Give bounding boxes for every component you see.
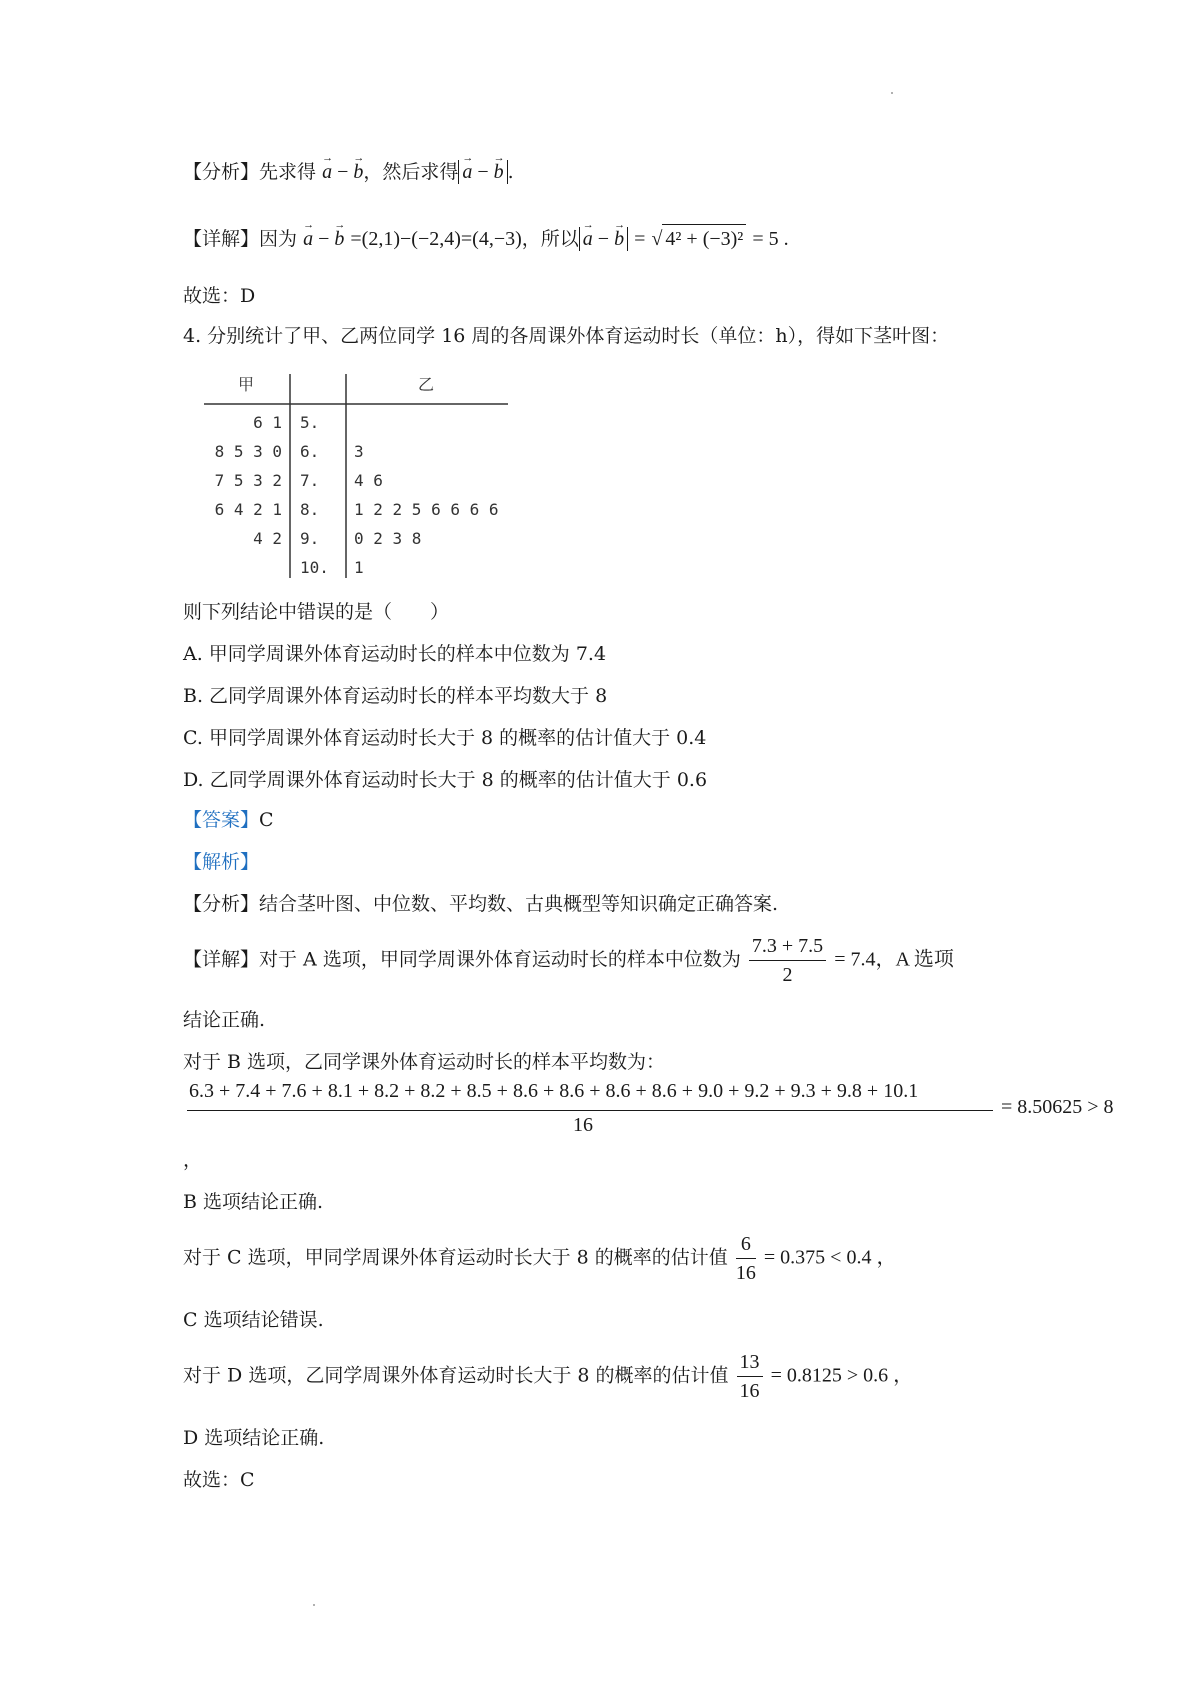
eq-sign: = [634, 228, 646, 250]
leaf-left-2: 7 5 3 2 [214, 471, 282, 490]
stem-0: 5. [300, 413, 320, 432]
detail-a-text: 对于 A 选项，甲同学周课外体育运动时长的样本中位数为 [259, 948, 741, 971]
option-b: B. 乙同学周课外体育运动时长的样本平均数大于 8 [183, 685, 608, 707]
analysis-end: . [507, 161, 514, 183]
detail-d-line [183, 1350, 913, 1410]
leaf-right-5: 1 [354, 558, 364, 577]
leaf-left-3: 6 4 2 1 [214, 500, 282, 519]
answer-value: C [259, 809, 274, 831]
analysis-label: 【分析】 [183, 893, 260, 915]
detail-a-end: 结论正确. [183, 1009, 266, 1031]
q3-detail-line [183, 224, 789, 253]
vector-diff: → a − → b [322, 161, 363, 183]
analysis-mid: ，然后求得 [363, 161, 459, 183]
detail-b-comma: ， [183, 1149, 203, 1171]
answer-line [183, 806, 274, 834]
detail-b-end: B 选项结论正确. [183, 1191, 324, 1213]
q4-stem: 4. 分别统计了甲、乙两位同学 16 周的各周课外体育运动时长（单位：h），得如下茎叶图： [183, 325, 950, 347]
leaf-right-2: 4 6 [354, 471, 383, 490]
leaf-right-3: 1 2 2 5 6 6 6 6 [354, 500, 499, 519]
detail-abs: → a − → b [579, 227, 628, 251]
header-left: 甲 [238, 375, 255, 394]
detail-result: = 5 . [752, 228, 789, 250]
stem-leaf-rows [215, 413, 499, 577]
median-fraction: $\frac{7.3 + 7.5}{2}$ [749, 934, 826, 987]
detail-c-text: 对于 C 选项，甲同学周课外体育运动时长大于 8 的概率的估计值 [183, 1246, 728, 1269]
vector-abs: → a − → b [458, 160, 507, 184]
leaf-right-4: 0 2 3 8 [354, 529, 422, 548]
final-answer: 故选：C [183, 1469, 255, 1491]
detail-d-text: 对于 D 选项，乙同学周课外体育运动时长大于 8 的概率的估计值 [183, 1364, 729, 1387]
stem-3: 8. [300, 500, 320, 519]
analysis-text: 先求得 [259, 161, 317, 183]
detail-b-text: 对于 B 选项，乙同学课外体育运动时长的样本平均数为： [183, 1051, 666, 1073]
stem-2: 7. [300, 471, 320, 490]
sqrt-expr: √ 4² + (−3)² [651, 224, 746, 253]
speck [313, 1604, 315, 1606]
detail-expr: =(2,1)−(−2,4)=(4,−3) [350, 228, 522, 250]
mean-denominator: 16 [573, 1114, 593, 1136]
stem-5: 10. [300, 558, 329, 577]
analysis-text: 结合茎叶图、中位数、平均数、古典概型等知识确定正确答案. [259, 893, 779, 915]
q3-analysis-line [183, 158, 514, 186]
detail-label: 【详解】 [183, 228, 260, 250]
header-right: 乙 [418, 375, 435, 394]
mean-numerator: 6.3 + 7.4 + 7.6 + 8.1 + 8.2 + 8.2 + 8.5 + 8.6 + 8.6 + 8.6 + 8.6 + 9.0 + 9.2 + 9.3 + 9.8 + 10.1 [189, 1080, 919, 1102]
detail-label: 【详解】 [183, 948, 260, 971]
prob-d-fraction: $\frac{13}{16}$ [737, 1350, 763, 1403]
option-c: C. 甲同学周课外体育运动时长大于 8 的概率的估计值大于 0.4 [183, 727, 707, 749]
stem-1: 6. [300, 442, 320, 461]
detail-c-line [183, 1232, 896, 1292]
leaf-left-1: 8 5 3 0 [214, 442, 282, 461]
detail-c-result: = 0.375 < 0.4 ， [763, 1246, 897, 1269]
prob-c-fraction: $\frac{6}{16}$ [735, 1233, 756, 1284]
detail-a-line [183, 934, 954, 994]
speck [891, 92, 893, 94]
analysis-label: 【分析】 [183, 161, 260, 183]
leaf-right-1: 3 [354, 442, 364, 461]
detail-a-result: = 7.4，A 选项 [834, 948, 954, 971]
mean-result: = 8.50625 > 8 [1001, 1096, 1114, 1118]
answer-label: 【答案】 [183, 809, 260, 831]
detail-c-end: C 选项结论错误. [183, 1309, 324, 1331]
q4-analysis [183, 890, 778, 918]
detail-vector: → a − → b [303, 228, 344, 250]
stem-4: 9. [300, 529, 320, 548]
option-a: A. 甲同学周课外体育运动时长的样本中位数为 7.4 [183, 643, 607, 665]
q3-answer: 故选：D [183, 285, 256, 307]
detail-text: 因为 [259, 228, 298, 250]
option-d: D. 乙同学周课外体育运动时长大于 8 的概率的估计值大于 0.6 [183, 769, 708, 791]
jiexi-label: 【解析】 [183, 851, 260, 873]
leaf-left-0: 6 1 [253, 413, 282, 432]
detail-d-end: D 选项结论正确. [183, 1427, 325, 1449]
detail-text2: ，所以 [521, 228, 579, 250]
stem-leaf-plot [200, 368, 520, 588]
q4-question: 则下列结论中错误的是（ ） [183, 601, 450, 623]
detail-d-result: = 0.8125 > 0.6 ， [770, 1364, 914, 1387]
fraction-bar [187, 1110, 993, 1111]
leaf-left-4: 4 2 [253, 529, 282, 548]
